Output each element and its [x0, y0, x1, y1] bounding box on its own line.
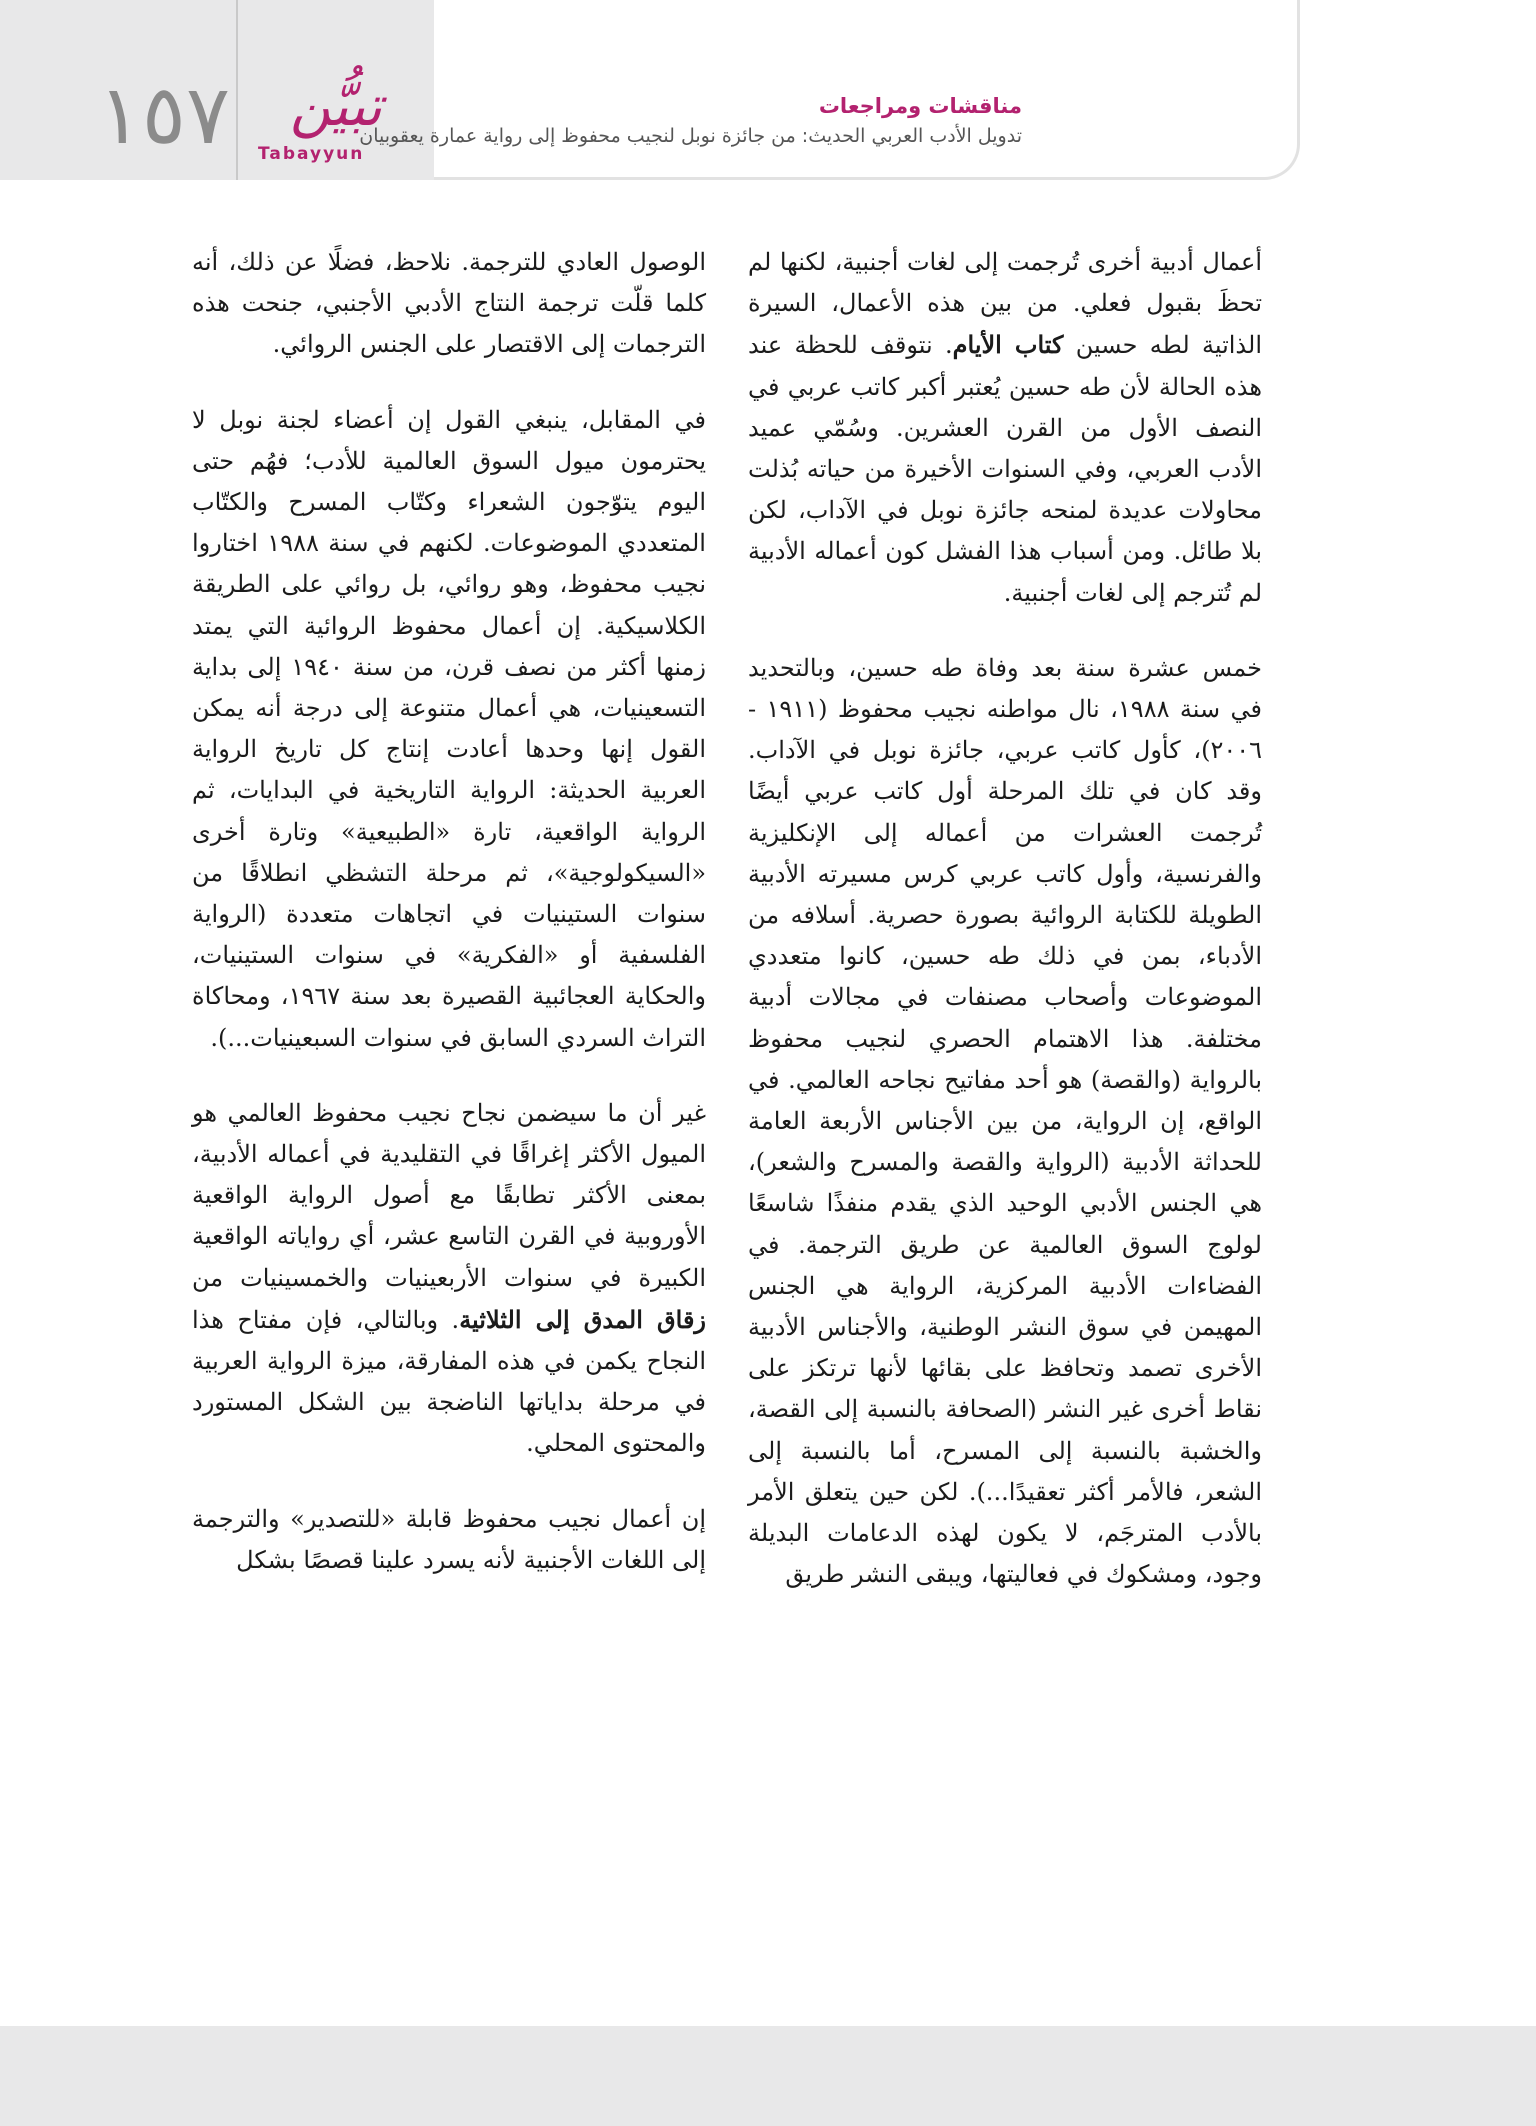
page-header [0, 0, 1300, 180]
text-column-right [748, 242, 1262, 1942]
text-column-left [192, 242, 706, 1942]
book-title: زقاق المدق إلى الثلاثية [459, 1304, 707, 1334]
paragraph: خمس عشرة سنة بعد وفاة طه حسين، وبالتحديد في سنة ١٩٨٨، نال مواطنه نجيب محفوظ (١٩١١ - ٢٠٠٦)، كأول كاتب عربي، جائزة نوبل في الآداب. وقد كان في تلك المرحلة أول كاتب عربي أيضًا تُرجمت العشرات من أعماله إلى الإنكليزية والفرنسية، وأول كاتب عربي كرس مسيرته الأدبية الطويلة للكتابة الروائية بصورة حصرية. أسلافه من الأدباء، بمن في ذلك طه حسين، كانوا متعددي الموضوعات وأصحاب مصنفات في مجالات أدبية مختلفة. هذا الاهتمام الحصري لنجيب محفوظ بالرواية (والقصة) هو أحد مفاتيح نجاحه العالمي. في الواقع، إن الرواية، من بين الأجناس الأربعة العامة للحداثة الأدبية (الرواية والقصة والمسرح والشعر)، هي الجنس الأدبي الوحيد الذي يقدم منفذًا شاسعًا لولوج السوق العالمية عن طريق الترجمة. في الفضاءات الأدبية المركزية، الرواية هي الجنس المهيمن في سوق النشر الوطنية، والأجناس الأدبية الأخرى تصمد وتحافظ على بقائها لأنها ترتكز على نقاط أخرى غير النشر (الصحافة بالنسبة إلى القصة، والخشبة بالنسبة إلى المسرح، أما بالنسبة إلى الشعر، فالأمر أكثر تعقيدًا...). لكن حين يتعلق الأمر بالأدب المترجَم، لا يكون لهذه الدعامات البديلة وجود، ومشكوك في فعاليتها، ويبقى النشر طريق [748, 653, 1262, 1589]
paragraph: الوصول العادي للترجمة. نلاحظ، فضلًا عن ذلك، أنه كلما قلّت ترجمة النتاج الأدبي الأجنبي، جنحت هذه الترجمات إلى الاقتصار على الجنس الروائي. [192, 248, 706, 359]
article-running-title: تدويل الأدب العربي الحديث: من جائزة نوبل لنجيب محفوظ إلى رواية عمارة يعقوبيان [359, 125, 1022, 147]
logo-latin-text: Tabayyun [258, 144, 365, 164]
paragraph: إن أعمال نجيب محفوظ قابلة «للتصدير» والترجمة إلى اللغات الأجنبية لأنه يسرد علينا قصصًا بشكل [192, 1504, 706, 1574]
logo-arabic-text: تبيُّن [289, 74, 382, 139]
book-title: كتاب الأيام [952, 330, 1064, 360]
journal-logo [252, 70, 420, 170]
paragraph-text: أعمال أدبية أخرى تُرجمت إلى لغات أجنبية، لكنها لم تحظَ بقبول فعلي. من بين هذه الأعمال، السيرة الذاتية لطه حسين [748, 248, 1263, 360]
section-title: مناقشات ومراجعات [818, 94, 1022, 118]
paragraph: في المقابل، ينبغي القول إن أعضاء لجنة نوبل لا يحترمون ميول السوق العالمية للأدب؛ فهُم حتى اليوم يتوّجون الشعراء وكتّاب المسرح والكتّاب المتعددي الموضوعات. لكنهم في سنة ١٩٨٨ اختاروا نجيب محفوظ، وهو روائي، بل روائي على الطريقة الكلاسيكية. إن أعمال محفوظ الروائية التي يمتد زمنها أكثر من نصف قرن، من سنة ١٩٤٠ إلى بداية التسعينيات، هي أعمال متنوعة إلى درجة أنه يمكن القول إنها وحدها أعادت إنتاج كل تاريخ الرواية العربية الحديثة: الرواية التاريخية في البدايات، ثم الرواية الواقعية، تارة «الطبيعية» وتارة أخرى «السيكولوجية»، ثم مرحلة التشظي انطلاقًا من سنوات الستينيات في اتجاهات متعددة (الرواية الفلسفية أو «الفكرية» في سنوات الستينيات، والحكاية العجائبية القصيرة بعد سنة ١٩٦٧، ومحاكاة التراث السردي السابق في سنوات السبعينيات...). [192, 405, 707, 1052]
page-number: ١٥٧ [97, 68, 230, 163]
paragraph [748, 242, 1262, 614]
paragraph [192, 1093, 706, 1465]
paragraph-text: غير أن ما سيضمن نجاح نجيب محفوظ العالمي هو الميول الأكثر إغراقًا في التقليدية في أعماله الأدبية، بمعنى الأكثر تطابقًا مع أصول الرواية الواقعية الأوروبية في القرن التاسع عشر، أي رواياته الواقعية الكبيرة في سنوات الأربعينيات والخمسينيات من [192, 1098, 706, 1292]
header-divider [236, 0, 238, 180]
paragraph-text: . وبالتالي، فإن مفتاح هذا النجاح يكمن في هذه المفارقة، ميزة الرواية العربية في مرحلة بداياتها الناضجة بين الشكل المستورد والمحتوى المحلي. [192, 1305, 706, 1458]
page-footer-band [0, 2026, 1536, 2126]
paragraph-text: . نتوقف للحظة عند هذه الحالة لأن طه حسين يُعتبر أكبر كاتب عربي في النصف الأول من القرن العشرين. وسُمّي عميد الأدب العربي، وفي السنوات الأخيرة من حياته بُذلت محاولات عديدة لمنحه جائزة نوبل في الآداب، لكن بلا طائل. ومن أسباب هذا الفشل كون أعماله الأدبية لم تُترجم إلى لغات أجنبية. [748, 331, 1262, 607]
